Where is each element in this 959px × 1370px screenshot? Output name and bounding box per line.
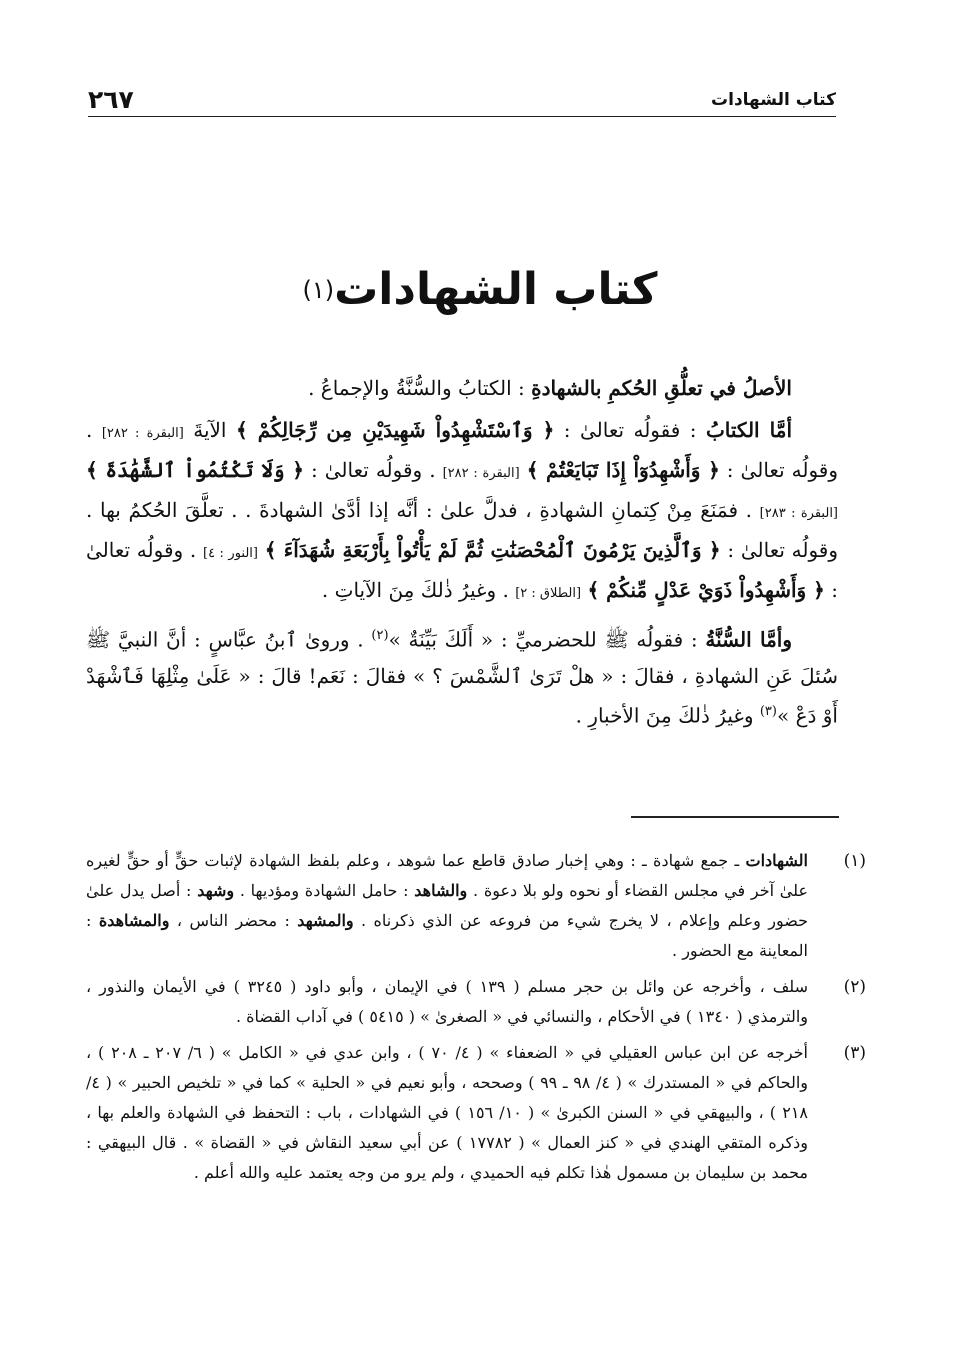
footnote-separator	[631, 816, 839, 818]
sunnah-text: وغيرُ ذٰلكَ مِنَ الأخبارِ .	[575, 703, 760, 728]
chapter-title-text: كتاب الشهادات	[334, 264, 658, 315]
kitab-label: أمَّا الكتابُ	[705, 418, 793, 442]
footnote-term: الشهادات	[745, 851, 808, 870]
footnote-term: والمشهد	[297, 911, 354, 930]
sunnah-label: وأمَّا السُّنَّةُ	[705, 627, 793, 652]
footnotes	[86, 846, 868, 1194]
page-number: ٢٦٧	[88, 85, 134, 114]
kitab-paragraph	[86, 412, 838, 612]
running-header-title: كتاب الشهادات	[711, 90, 836, 110]
footnote-number: (٣)	[843, 1043, 866, 1063]
quran-verse: ﴿ وَلَا تَكْتُمُواْ ٱلشَّهَٰدَةَ ﴾	[86, 458, 304, 482]
footnote-ref: (٢)	[371, 628, 389, 643]
kitab-text: . وقولُه تعالىٰ :	[86, 418, 839, 482]
footnote-term: وشهد	[197, 881, 235, 900]
footnote-span: : المعاينة مع الحضور .	[86, 911, 808, 960]
sunnah-text: : فقولُه ﷺ للحضرميِّ : « أَلَكَ بَيِّنَةٌ »	[388, 627, 706, 652]
footnote-text	[86, 846, 808, 966]
kitab-text: . وغيرُ ذٰلكَ مِنَ الآياتِ .	[321, 578, 516, 602]
footnote-span: ـ جمع شهادة ـ : وهي إخبار صادق قاطع عما شوهد ، وعلم بلفظ الشهادة لإثبات حقٍّ أو حقٍّ لغيره علىٰ آخر في مجلس القضاء أو نحوه ولو بلا دعوة .	[86, 851, 808, 900]
footnote	[86, 846, 868, 966]
running-header	[88, 82, 836, 117]
quran-verse: ﴿ وَٱسْتَشْهِدُواْ شَهِيدَيْنِ مِن رِّجَالِكُمْ ﴾	[235, 418, 555, 442]
chapter-title	[150, 250, 810, 330]
main-text	[86, 370, 838, 739]
footnote-span: : أصل يدل علىٰ حضور وعلم وإعلام ، لا يخرج شيء من فروعه عن الذي ذكرناه .	[86, 881, 809, 930]
quran-verse: ﴿ وَأَشْهِدُواْ ذَوَيْ عَدْلٍ مِّنكُمْ ﴾	[587, 578, 825, 602]
sunnah-paragraph	[86, 618, 838, 733]
quran-verse: ﴿ وَٱلَّذِينَ يَرْمُونَ ٱلْمُحْصَنَٰتِ ثُمَّ لَمْ يَأْتُواْ بِأَرْبَعَةِ شُهَدَآءَ ﴾	[264, 538, 721, 562]
kitab-text: . وقولُه تعالىٰ :	[303, 458, 443, 482]
verse-citation: [الطلاق : ٢]	[515, 586, 582, 601]
footnote-number: (٢)	[843, 977, 866, 997]
footnote-text: أخرجه عن ابن عباس العقيلي في « الضعفاء » ( ٤/ ٧٠ ) ، وابن عدي في « الكامل » ( ٦/ ٢٠٧ ـ ٢٠٨ ) ، والحاكم في « المستدرك » ( ٤/ ٩٨ ـ ٩٩ ) وصححه ، وأبو نعيم في « الحلية » كما في « تلخيص الحبير » ( ٤/ ٢١٨ ) ، والبيهقي في « السنن الكبرىٰ » ( ١٠/ ١٥٦ ) في الشهادات ، باب : التحفظ في الشهادة والعلم بها ، وذكره المتقي الهندي في « كنز العمال » ( ١٧٧٨٢ ) عن أبي سعيد النقاش في « القضاة » . قال البيهقي : محمد بن سليمان بن مسمول هٰذا تكلم فيه الحميدي ، ولم يرو من وجه يعتمد عليه والله أعلم .	[86, 1043, 808, 1182]
kitab-text: . وقولُه تعالىٰ :	[86, 538, 838, 602]
verse-citation: [النور : ٤]	[202, 546, 258, 561]
quran-verse: ﴿ وَأَشْهِدُوٓاْ إِذَا تَبَايَعْتُمْ ﴾	[526, 458, 720, 482]
kitab-text: الآيةَ	[183, 418, 236, 442]
sunnah-text: . وروىٰ ٱبنُ عبَّاسٍ : أنَّ النبيَّ ﷺ سُئلَ عَنِ الشهادةِ ، فقالَ : « هلْ تَرَىٰ ٱلشَّمْسَ ؟ » فقالَ : نَعَم! قالَ : « عَلَىٰ مِثْلِهَا فَٱشْهَدْ أَوْ دَعْ »	[86, 627, 838, 728]
kitab-text	[258, 538, 265, 562]
intro-paragraph	[86, 370, 838, 406]
footnote-term: والشاهد	[414, 881, 468, 900]
footnote-span: : حامل الشهادة ومؤديها .	[234, 881, 415, 900]
footnote-term: والمشاهدة	[98, 911, 170, 930]
footnote-number: (١)	[843, 851, 866, 871]
footnote	[86, 972, 868, 1032]
intro-text: : الكتابُ والسُّنَّةُ والإجماعُ .	[308, 376, 532, 400]
verse-citation: [البقرة : ٢٨٣]	[759, 506, 838, 521]
intro-label: الأصلُ في تعلُّقِ الحُكمِ بالشهادةِ	[531, 376, 792, 400]
kitab-text	[520, 458, 527, 482]
verse-citation: [البقرة : ٢٨٢]	[442, 466, 520, 481]
kitab-text: : فقولُه تعالىٰ :	[554, 418, 706, 442]
chapter-footnote-ref: (١)	[302, 276, 335, 304]
kitab-text: . فمَنَعَ مِنْ كِتمانِ الشهادةِ ، فدلَّ علىٰ : أنَّه إذا أدَّىٰ الشهادةَ . . تعلَّقَ الحُكمُ بها . وقولُه تعالىٰ :	[86, 498, 839, 562]
footnote-span: : محضر الناس ،	[169, 911, 298, 930]
footnote-ref: (٣)	[759, 703, 777, 719]
footnote-text: سلف ، وأخرجه عن وائل بن حجر مسلم ( ١٣٩ ) في الإيمان ، وأبو داود ( ٣٢٤٥ ) في الأيمان والنذور ، والترمذي ( ١٣٤٠ ) في الأحكام ، والنسائي في « الصغرىٰ » ( ٥٤١٥ ) في آداب القضاة .	[86, 977, 808, 1026]
footnote	[86, 1038, 868, 1188]
verse-citation: [البقرة : ٢٨٢]	[101, 426, 184, 441]
